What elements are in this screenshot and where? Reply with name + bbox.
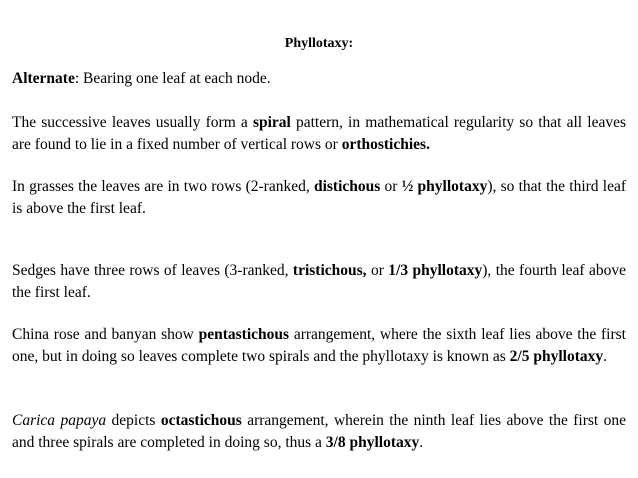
term-half-phyllotaxy: ½ phyllotaxy [401,178,488,195]
text-span: pattern, in mathematical regularity so that all leaves are found to lie in a fixed number of vertical rows or [12,114,626,153]
text-span: ), the fourth leaf above the first leaf. [12,262,626,301]
term-alternate: Alternate [12,70,75,87]
text-span: In grasses the leaves are in two rows (2-ranked, [12,178,314,195]
term-distichous: distichous [313,178,381,195]
text-span: . [603,348,607,365]
term-tristichous: tristichous, [292,262,367,279]
text-span: ), so that the third leaf is above the first leaf. [12,178,627,217]
text-span: . [419,434,424,451]
text-span: Sedges have three rows of leaves (3-ranked, [12,262,293,279]
term-octastichous: octastichous [160,412,242,429]
page-title: Phyllotaxy: [284,36,354,51]
term-pentastichous: pentastichous [198,326,290,343]
paragraph-carica [12,410,626,454]
text-span: arrangement, where the sixth leaf lies above the first one, but in doing so leaves complete two spirals and the phyllotaxy is known as [12,326,626,365]
text-span: depicts [106,412,161,429]
text-span: : Bearing one leaf at each node. [74,70,271,87]
text-span: arrangement, wherein the ninth leaf lies above the first one and three spirals are completed in doing so, thus a [12,412,627,451]
paragraph-china-rose [12,324,626,368]
paragraph-sedges [12,260,626,304]
text-span: China rose and banyan show [12,326,199,343]
text-span: or [366,262,389,279]
term-third-phyllotaxy: 1/3 phyllotaxy [388,262,483,279]
paragraph-spiral [12,112,626,156]
term-three-eighths-phyllotaxy: 3/8 phyllotaxy [325,434,420,451]
species-name: Carica papaya [12,412,107,429]
term-orthostichies: orthostichies. [341,136,430,153]
term-two-fifths-phyllotaxy: 2/5 phyllotaxy [509,348,604,365]
paragraph-alternate [12,68,626,90]
text-span: or [380,178,402,195]
term-spiral: spiral [252,114,291,131]
paragraph-grasses [12,176,626,220]
text-span: The successive leaves usually form a [12,114,253,131]
